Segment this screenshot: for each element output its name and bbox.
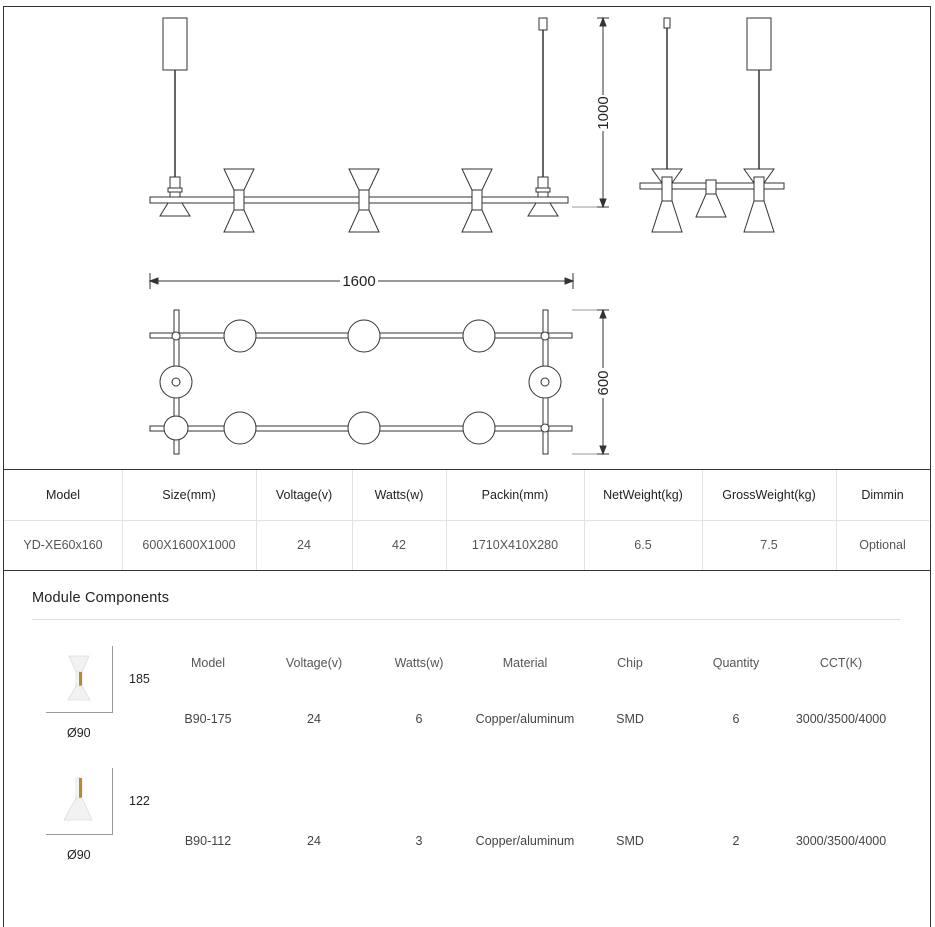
spec-column-divider <box>122 470 123 520</box>
spec-header-cell: Voltage(v) <box>275 488 333 502</box>
spec-header-cell: Packin(mm) <box>481 488 549 502</box>
height-dimension: 1000 <box>595 96 612 130</box>
section-divider <box>32 619 900 620</box>
length-dimension: 1600 <box>342 273 376 290</box>
module-components-title: Module Components <box>32 590 170 606</box>
component-value: 24 <box>307 834 321 848</box>
component-value: 6 <box>732 712 740 726</box>
spec-value-cell: 6.5 <box>634 538 652 552</box>
spec-column-divider <box>122 520 123 570</box>
component-height: 122 <box>129 794 150 808</box>
spec-bottom-rule <box>3 570 930 571</box>
component-value: 24 <box>307 712 321 726</box>
component-value: 3 <box>415 834 423 848</box>
component-thumbnail <box>46 768 113 835</box>
component-diameter: Ø90 <box>67 726 91 740</box>
spec-value-row <box>4 520 929 570</box>
side-elevation <box>640 18 784 232</box>
spec-header-cell: NetWeight(kg) <box>603 488 683 502</box>
spec-column-divider <box>256 520 257 570</box>
component-thumbnail <box>46 646 113 713</box>
spec-column-divider <box>352 520 353 570</box>
spec-value-cell: YD-XE60x160 <box>23 538 103 552</box>
component-value: 6 <box>415 712 423 726</box>
spec-header-cell: GrossWeight(kg) <box>722 488 816 502</box>
component-value: Copper/aluminum <box>475 834 575 848</box>
spec-header-cell: Model <box>45 488 81 502</box>
spec-value-cell: 7.5 <box>760 538 778 552</box>
spec-header-cell: Watts(w) <box>374 488 424 502</box>
component-header: Material <box>502 656 548 670</box>
plan-view <box>150 273 609 454</box>
spec-header-cell: Dimmin <box>861 488 904 502</box>
component-value: 2 <box>732 834 740 848</box>
component-header: Quantity <box>712 656 760 670</box>
spec-column-divider <box>702 470 703 520</box>
spec-column-divider <box>584 520 585 570</box>
spec-header-row <box>4 470 929 520</box>
spec-column-divider <box>836 520 837 570</box>
component-header: Chip <box>617 656 643 670</box>
component-header: CCT(K) <box>819 656 863 670</box>
component-value: B90-112 <box>184 834 232 848</box>
width-dimension: 600 <box>595 370 612 396</box>
hourglass-lamp-icon <box>46 646 112 712</box>
spec-value-cell: 600X1600X1000 <box>142 538 236 552</box>
spec-value-cell: 42 <box>392 538 406 552</box>
spec-value-cell: 24 <box>297 538 311 552</box>
component-header: Voltage(v) <box>285 656 343 670</box>
component-value: 3000/3500/4000 <box>795 834 887 848</box>
spec-column-divider <box>702 520 703 570</box>
front-elevation <box>150 18 609 232</box>
spec-column-divider <box>446 470 447 520</box>
spec-value-cell: Optional <box>859 538 906 552</box>
spec-table <box>4 470 929 570</box>
component-value: B90-175 <box>184 712 232 726</box>
spec-column-divider <box>584 470 585 520</box>
component-diameter: Ø90 <box>67 848 91 862</box>
component-value: SMD <box>616 712 644 726</box>
spec-column-divider <box>836 470 837 520</box>
spec-column-divider <box>446 520 447 570</box>
component-header: Model <box>190 656 226 670</box>
component-header: Watts(w) <box>394 656 444 670</box>
component-value: SMD <box>616 834 644 848</box>
component-value: Copper/aluminum <box>475 712 575 726</box>
spec-column-divider <box>256 470 257 520</box>
component-height: 185 <box>129 672 150 686</box>
spec-column-divider <box>352 470 353 520</box>
component-value: 3000/3500/4000 <box>795 712 887 726</box>
spec-header-cell: Size(mm) <box>162 488 216 502</box>
spec-value-cell: 1710X410X280 <box>471 538 559 552</box>
cone-lamp-icon <box>46 768 112 834</box>
